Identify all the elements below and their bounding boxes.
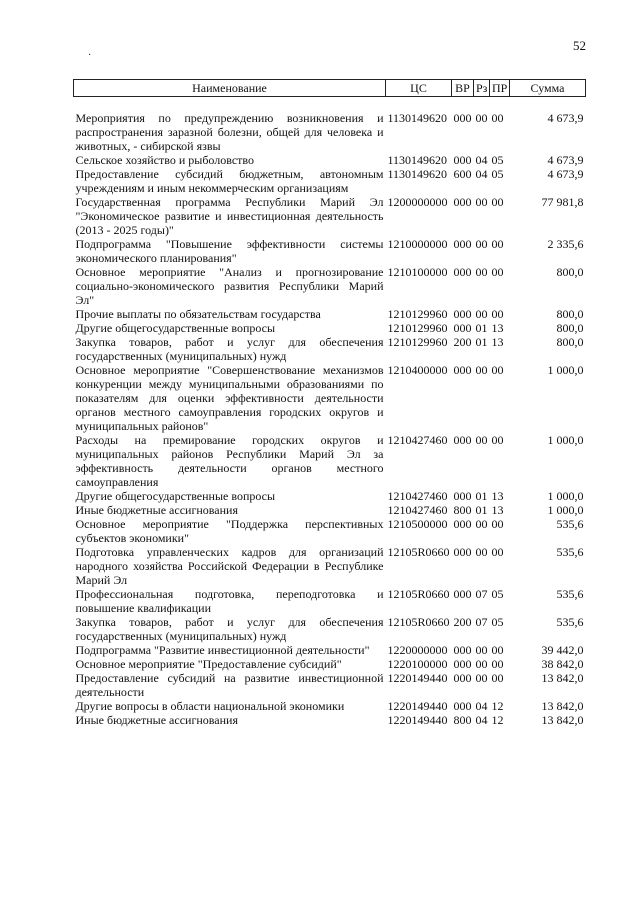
table-row [74,167,586,195]
table-row [74,111,586,153]
table-row [74,643,586,657]
table-row [74,363,586,433]
cell-vr: 800 [453,713,472,727]
cell-cs: 1210129960 [387,321,448,335]
cell-sum: 800,0 [556,265,584,279]
cell-rz: 07 [475,615,488,629]
header-sum: Сумма [510,80,586,97]
table-row [74,433,586,489]
cell-pr: 12 [491,699,504,713]
cell-rz: 00 [475,433,488,447]
cell-vr: 000 [453,657,472,671]
cell-rz: 00 [475,671,488,685]
cell-sum: 13 842,0 [541,699,584,713]
cell-sum: 39 442,0 [541,643,584,657]
cell-cs: 1210100000 [387,265,448,279]
cell-vr: 000 [453,111,472,125]
scan-speck: · [88,50,92,61]
cell-pr: 00 [491,307,504,321]
cell-rz: 04 [475,699,488,713]
header-cs: ЦС [386,80,452,97]
cell-cs: 1220100000 [387,657,448,671]
cell-vr: 000 [453,671,472,685]
table-row [74,237,586,265]
table-header-row [74,80,586,97]
cell-pr: 00 [491,195,504,209]
table-row [74,713,586,727]
cell-rz: 01 [475,503,488,517]
cell-pr: 00 [491,433,504,447]
header-vr: ВР [452,80,474,97]
cell-pr: 13 [491,489,504,503]
table-row [74,503,586,517]
page-number: 52 [573,38,586,53]
cell-sum: 800,0 [556,335,584,349]
cell-cs: 1210129960 [387,307,448,321]
cell-sum: 38 842,0 [541,657,584,671]
cell-name: Иные бюджетные ассигнования [75,713,238,727]
table-row [74,699,586,713]
cell-pr: 13 [491,321,504,335]
cell-cs: 1130149620 [387,153,448,167]
cell-name: Основное мероприятие "Предоставление субсидий" [75,657,342,671]
cell-pr: 13 [491,335,504,349]
cell-rz: 00 [475,363,488,377]
cell-rz: 00 [475,545,488,559]
cell-rz: 04 [475,153,488,167]
cell-cs: 1210427460 [387,433,448,447]
table-row [74,587,586,615]
cell-name: Закупка товаров, работ и услуг для обеспечения государственных (муниципальных) нужд [75,335,384,363]
cell-pr: 00 [491,643,504,657]
cell-pr: 05 [491,167,504,181]
cell-sum: 4 673,9 [547,111,584,125]
cell-sum: 1 000,0 [547,363,584,377]
cell-name: Профессиональная подготовка, переподготовка и повышение квалификации [75,587,384,615]
cell-rz: 00 [475,237,488,251]
cell-name: Подготовка управленческих кадров для организаций народного хозяйства Российской Федерации в Республике Марий Эл [75,545,384,587]
budget-table [73,79,586,727]
cell-rz: 00 [475,265,488,279]
cell-pr: 00 [491,111,504,125]
cell-vr: 000 [453,545,472,559]
cell-rz: 00 [475,517,488,531]
cell-vr: 000 [453,321,472,335]
cell-name: Предоставление субсидий бюджетным, автономным учреждениям и иным некоммерческим организациям [75,167,384,195]
cell-cs: 1210400000 [387,363,448,377]
cell-cs: 1130149620 [387,167,448,181]
table-row [74,307,586,321]
cell-name: Мероприятия по предупреждению возникновения и распространения заразной болезни, общей для человека и животных, - сибирской язвы [75,111,384,153]
cell-sum: 535,6 [556,587,584,601]
cell-vr: 000 [453,643,472,657]
cell-name: Другие общегосударственные вопросы [75,321,276,335]
table-row [74,489,586,503]
cell-name: Сельское хозяйство и рыболовство [75,153,255,167]
cell-rz: 00 [475,111,488,125]
cell-sum: 77 981,8 [541,195,584,209]
cell-name: Подпрограмма "Развитие инвестиционной деятельности" [75,643,370,657]
cell-vr: 200 [453,615,472,629]
cell-rz: 00 [475,657,488,671]
header-pr: ПР [490,80,510,97]
cell-cs: 1200000000 [387,195,448,209]
cell-cs: 1210427460 [387,503,448,517]
header-rz: Рз [474,80,490,97]
cell-sum: 13 842,0 [541,713,584,727]
table-row [74,545,586,587]
cell-name: Государственная программа Республики Марий Эл "Экономическое развитие и инвестиционная деятельность (2013 - 2025 годы)" [75,195,384,237]
cell-cs: 12105R0660 [387,615,450,629]
cell-vr: 000 [453,265,472,279]
cell-cs: 1210129960 [387,335,448,349]
cell-cs: 1210427460 [387,489,448,503]
cell-vr: 000 [453,587,472,601]
cell-name: Другие вопросы в области национальной экономики [75,699,345,713]
cell-vr: 200 [453,335,472,349]
cell-vr: 600 [453,167,472,181]
cell-rz: 01 [475,321,488,335]
cell-name: Подпрограмма "Повышение эффективности системы экономического планирования" [75,237,384,265]
cell-rz: 00 [475,643,488,657]
cell-pr: 05 [491,615,504,629]
cell-name: Закупка товаров, работ и услуг для обеспечения государственных (муниципальных) нужд [75,615,384,643]
cell-vr: 000 [453,237,472,251]
table-row [74,671,586,699]
cell-sum: 1 000,0 [547,433,584,447]
cell-cs: 1210500000 [387,517,448,531]
table-row [74,657,586,671]
cell-pr: 12 [491,713,504,727]
cell-vr: 000 [453,307,472,321]
table-row [74,517,586,545]
cell-cs: 12105R0660 [387,545,450,559]
cell-rz: 07 [475,587,488,601]
table-spacer-row [74,97,586,112]
table-row [74,335,586,363]
cell-cs: 1210000000 [387,237,448,251]
cell-sum: 800,0 [556,307,584,321]
cell-vr: 000 [453,517,472,531]
cell-pr: 00 [491,363,504,377]
table-row [74,265,586,307]
cell-cs: 1220000000 [387,643,448,657]
cell-sum: 800,0 [556,321,584,335]
cell-name: Основное мероприятие "Анализ и прогнозирование социально-экономического развития Республики Марий Эл" [75,265,384,307]
cell-pr: 00 [491,265,504,279]
table-body [74,97,586,728]
cell-vr: 000 [453,433,472,447]
cell-pr: 00 [491,517,504,531]
cell-sum: 1 000,0 [547,489,584,503]
cell-name: Прочие выплаты по обязательствам государства [75,307,321,321]
table-row [74,195,586,237]
cell-cs: 1130149620 [387,111,448,125]
cell-rz: 04 [475,167,488,181]
cell-pr: 05 [491,153,504,167]
cell-cs: 1220149440 [387,671,448,685]
table-row [74,321,586,335]
cell-name: Другие общегосударственные вопросы [75,489,276,503]
cell-name: Основное мероприятие "Совершенствование механизмов конкуренции между муниципальными образованиями по показателям для оценки эффективности деятельности органов местного самоуправления городских округов и муниципальных районов" [75,363,384,433]
cell-sum: 4 673,9 [547,153,584,167]
cell-vr: 000 [453,153,472,167]
cell-name: Основное мероприятие "Поддержка перспективных субъектов экономики" [75,517,384,545]
cell-pr: 05 [491,587,504,601]
cell-pr: 00 [491,657,504,671]
cell-vr: 000 [453,363,472,377]
cell-rz: 01 [475,335,488,349]
table-row [74,615,586,643]
cell-vr: 800 [453,503,472,517]
cell-pr: 00 [491,545,504,559]
cell-sum: 4 673,9 [547,167,584,181]
cell-pr: 00 [491,671,504,685]
cell-sum: 535,6 [556,545,584,559]
cell-sum: 535,6 [556,615,584,629]
cell-rz: 00 [475,307,488,321]
cell-cs: 1220149440 [387,713,448,727]
cell-pr: 00 [491,237,504,251]
cell-vr: 000 [453,195,472,209]
cell-sum: 1 000,0 [547,503,584,517]
cell-pr: 13 [491,503,504,517]
cell-rz: 01 [475,489,488,503]
cell-rz: 04 [475,713,488,727]
cell-vr: 000 [453,699,472,713]
cell-vr: 000 [453,489,472,503]
header-name: Наименование [74,80,386,97]
table-row [74,153,586,167]
cell-cs: 12105R0660 [387,587,450,601]
cell-sum: 2 335,6 [547,237,584,251]
cell-name: Предоставление субсидий на развитие инвестиционной деятельности [75,671,384,699]
cell-sum: 535,6 [556,517,584,531]
cell-cs: 1220149440 [387,699,448,713]
cell-name: Иные бюджетные ассигнования [75,503,238,517]
cell-rz: 00 [475,195,488,209]
cell-sum: 13 842,0 [541,671,584,685]
cell-name: Расходы на премирование городских округов и муниципальных районов Республики Марий Эл за эффективность деятельности органов местного самоуправления [75,433,384,489]
